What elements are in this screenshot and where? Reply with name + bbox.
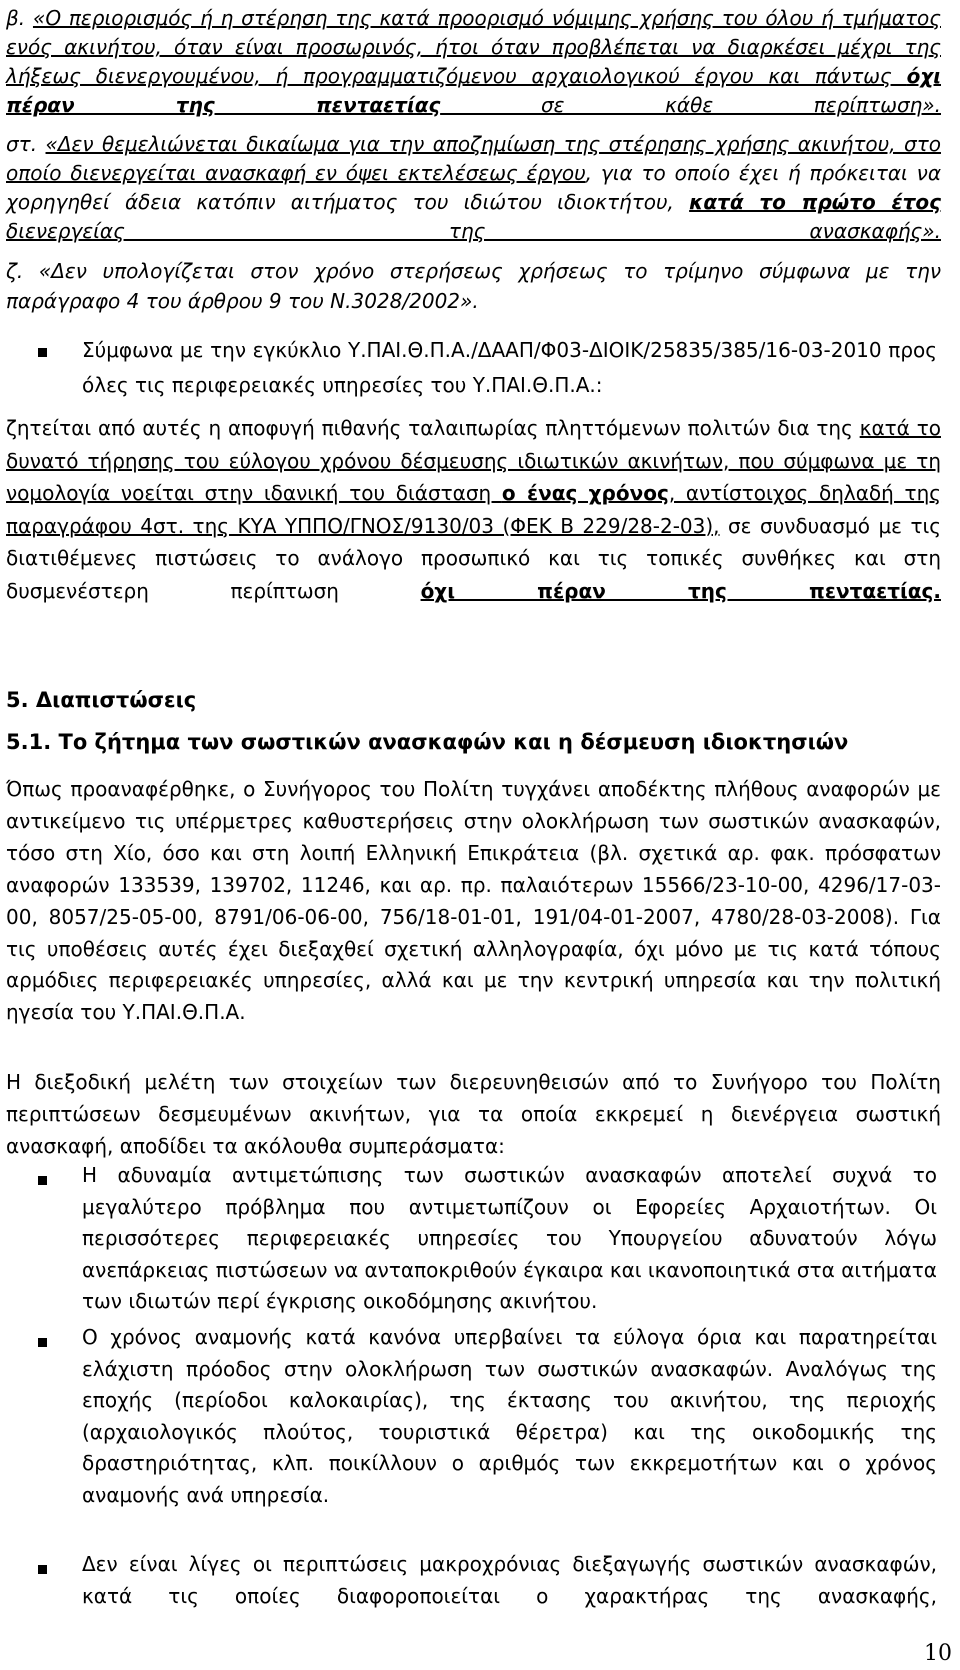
clause-beta-tail: σε κάθε περίπτωση». bbox=[440, 93, 941, 117]
clause-zeta: ζ. «Δεν υπολογίζεται στον χρόνο στερήσεως χρήσεως το τρίμηνο σύμφωνα με την παράγραφο 4 του άρθρου 9 του Ν.3028/2002». bbox=[6, 259, 941, 313]
request-one-year: ο ένας χρόνος bbox=[501, 481, 669, 505]
section-heading-5-1 bbox=[6, 730, 848, 754]
request-text-1: ζητείται από αυτές η αποφυγή πιθανής ταλαιπωρίας πληττόμενων πολιτών δια της bbox=[6, 416, 860, 440]
request-paragraph bbox=[6, 412, 941, 607]
clause-st-prefix: στ. bbox=[6, 132, 46, 156]
finding-item: Δεν είναι λίγες οι περιπτώσεις μακροχρόνιας διεξαγωγής σωστικών ανασκαφών, κατά τις οποίες διαφοροποιείται ο χαρακτήρας της ανασκαφής, bbox=[82, 1552, 937, 1608]
section-heading-5 bbox=[6, 688, 196, 712]
clause-st-quote: «Δεν θεμελιώνεται δικαίωμα για την αποζημίωση της στέρησης χρήσης ακινήτου, στο οποίο διενεργείται ανασκαφή εν όψει εκτελέσεως έργου bbox=[6, 132, 941, 185]
finding-item: Η αδυναμία αντιμετώπισης των σωστικών ανασκαφών αποτελεί συχνά το μεγαλύτερο πρόβλημα που αντιμετωπίζουν οι Εφορείες Αρχαιοτήτων. Οι περισσότερες περιφερειακές υπηρεσίες του Υπουργείου αδυνατούν λόγω ανεπάρκειας πιστώσεων να ανταποκριθούν έγκαιρα και ικανοποιητικά στα αιτήματα των ιδιωτών περί έγκρισης οικοδόμησης ακινήτου. bbox=[82, 1163, 937, 1313]
request-five-years: όχι πέραν της πενταετίας. bbox=[420, 578, 941, 603]
section-heading-5-text: 5. Διαπιστώσεις bbox=[6, 688, 197, 712]
clause-beta-quote: «Ο περιορισμός ή η στέρηση της κατά προορισμό νόμιμης χρήσης του όλου ή τμήματος ενός ακινήτου, όταν είναι προσωρινός, ήτοι όταν προβλέπεται να διαρκέσει μέχρι της λήξεως διενεργουμένου, ή προγραμματιζόμενου αρχαιολογικού έργου και πάντως bbox=[6, 6, 941, 88]
clause-st bbox=[6, 130, 941, 246]
clause-beta-prefix: β. bbox=[6, 6, 33, 30]
intro-paragraph: Όπως προαναφέρθηκε, ο Συνήγορος του Πολίτη τυγχάνει αποδέκτης πλήθους αναφορών με αντικείμενο τις υπέρμετρες καθυστερήσεις στην ολοκλήρωση των σωστικών ανασκαφών, τόσο στη Χίο, όσο και στη λοιπή Ελληνική Επικράτεια (βλ. σχετικά αρ. φακ. πρόσφατων αναφορών 133539, 139702, 11246, και αρ. πρ. παλαιότερων 15566/23-10-00, 4296/17-03-00, 8057/25-05-00, 8791/06-06-00, 756/18-01-01, 191/04-01-2007, 4780/28-03-2008). Για τις υποθέσεις αυτές έχει διεξαχθεί σχετική αλληλογραφία, όχι μόνο με τις κατά τόπους αρμόδιες περιφερειακές υπηρεσίες, αλλά και με την κεντρική υπηρεσία και την πολιτική ηγεσία του Υ.ΠΑΙ.Θ.Π.Α. bbox=[6, 777, 941, 1025]
finding-bullet bbox=[38, 1338, 47, 1347]
study-paragraph: Η διεξοδική μελέτη των στοιχείων των διερευνηθεισών από το Συνήγορο του Πολίτη περιπτώσεων δεσμευμένων ακινήτων, για τα οποία εκκρεμεί η διενέργεια σωστική ανασκαφή, αποδίδει τα ακόλουθα συμπεράσματα: bbox=[6, 1070, 941, 1158]
section-heading-5-1-number: 5.1. bbox=[6, 730, 52, 754]
clause-st-bold: κατά το πρώτο έτος bbox=[689, 190, 941, 214]
page-number: 10 bbox=[924, 1641, 952, 1666]
clause-st-middle: , για το οποίο έχει ή πρόκειται να χορηγηθεί άδεια κατόπιν αιτήματος του ιδιώτου ιδιοκτήτου, bbox=[6, 161, 942, 214]
clause-beta bbox=[6, 4, 941, 120]
clause-st-tail: διενεργείας της ανασκαφής». bbox=[6, 219, 941, 243]
finding-item: Ο χρόνος αναμονής κατά κανόνα υπερβαίνει τα εύλογα όρια και παρατηρείται ελάχιστη πρόοδος στην ολοκλήρωση των σωστικών ανασκαφών. Αναλόγως της εποχής (περίοδοι καλοκαιρίας), της έκτασης του ακινήτου, της περιοχής (αρχαιολογικός πλούτος, τουριστικά θέρετρα) και της οικοδομικής της δραστηριότητας, κλπ. ποικίλλουν ο αριθμός των εκκρεμοτήτων και ο χρόνος αναμονής ανά υπηρεσία. bbox=[82, 1325, 937, 1507]
finding-bullet bbox=[38, 1565, 47, 1574]
finding-bullet bbox=[38, 1176, 47, 1185]
circular-reference: Σύμφωνα με την εγκύκλιο Υ.ΠΑΙ.Θ.Π.Α./ΔΑΑΠ/Φ03-ΔΙΟΙΚ/25835/385/16-03-2010 προς όλες τις περιφερειακές υπηρεσίες του Υ.ΠΑΙ.Θ.Π.Α.: bbox=[82, 338, 937, 397]
section-heading-5-1-text: Το ζήτημα των σωστικών ανασκαφών και η δέσμευση ιδιοκτησιών bbox=[51, 730, 849, 754]
request-underlined-2: , αντίστοιχος δηλαδή της παραγράφου 4στ. της ΚΥΑ ΥΠΠΟ/ΓΝΟΣ/9130/03 (ΦΕΚ Β 229/28-2-03), bbox=[6, 481, 942, 538]
request-underlined-1: κατά το δυνατό τήρησης του εύλογου χρόνου δέσμευσης ιδιωτικών ακινήτων, που σύμφωνα με τη νομολογία νοείται στην ιδανική του διάσταση bbox=[6, 416, 941, 505]
clause-beta-bold: όχι πέραν της πενταετίας bbox=[6, 64, 941, 117]
circular-bullet bbox=[38, 348, 47, 357]
request-text-2: σε συνδυασμό με τις διατιθέμενες πιστώσεις το ανάλογο προσωπικό και τις τοπικές συνθήκες και στη δυσμενέστερη περίπτωση bbox=[6, 513, 942, 603]
